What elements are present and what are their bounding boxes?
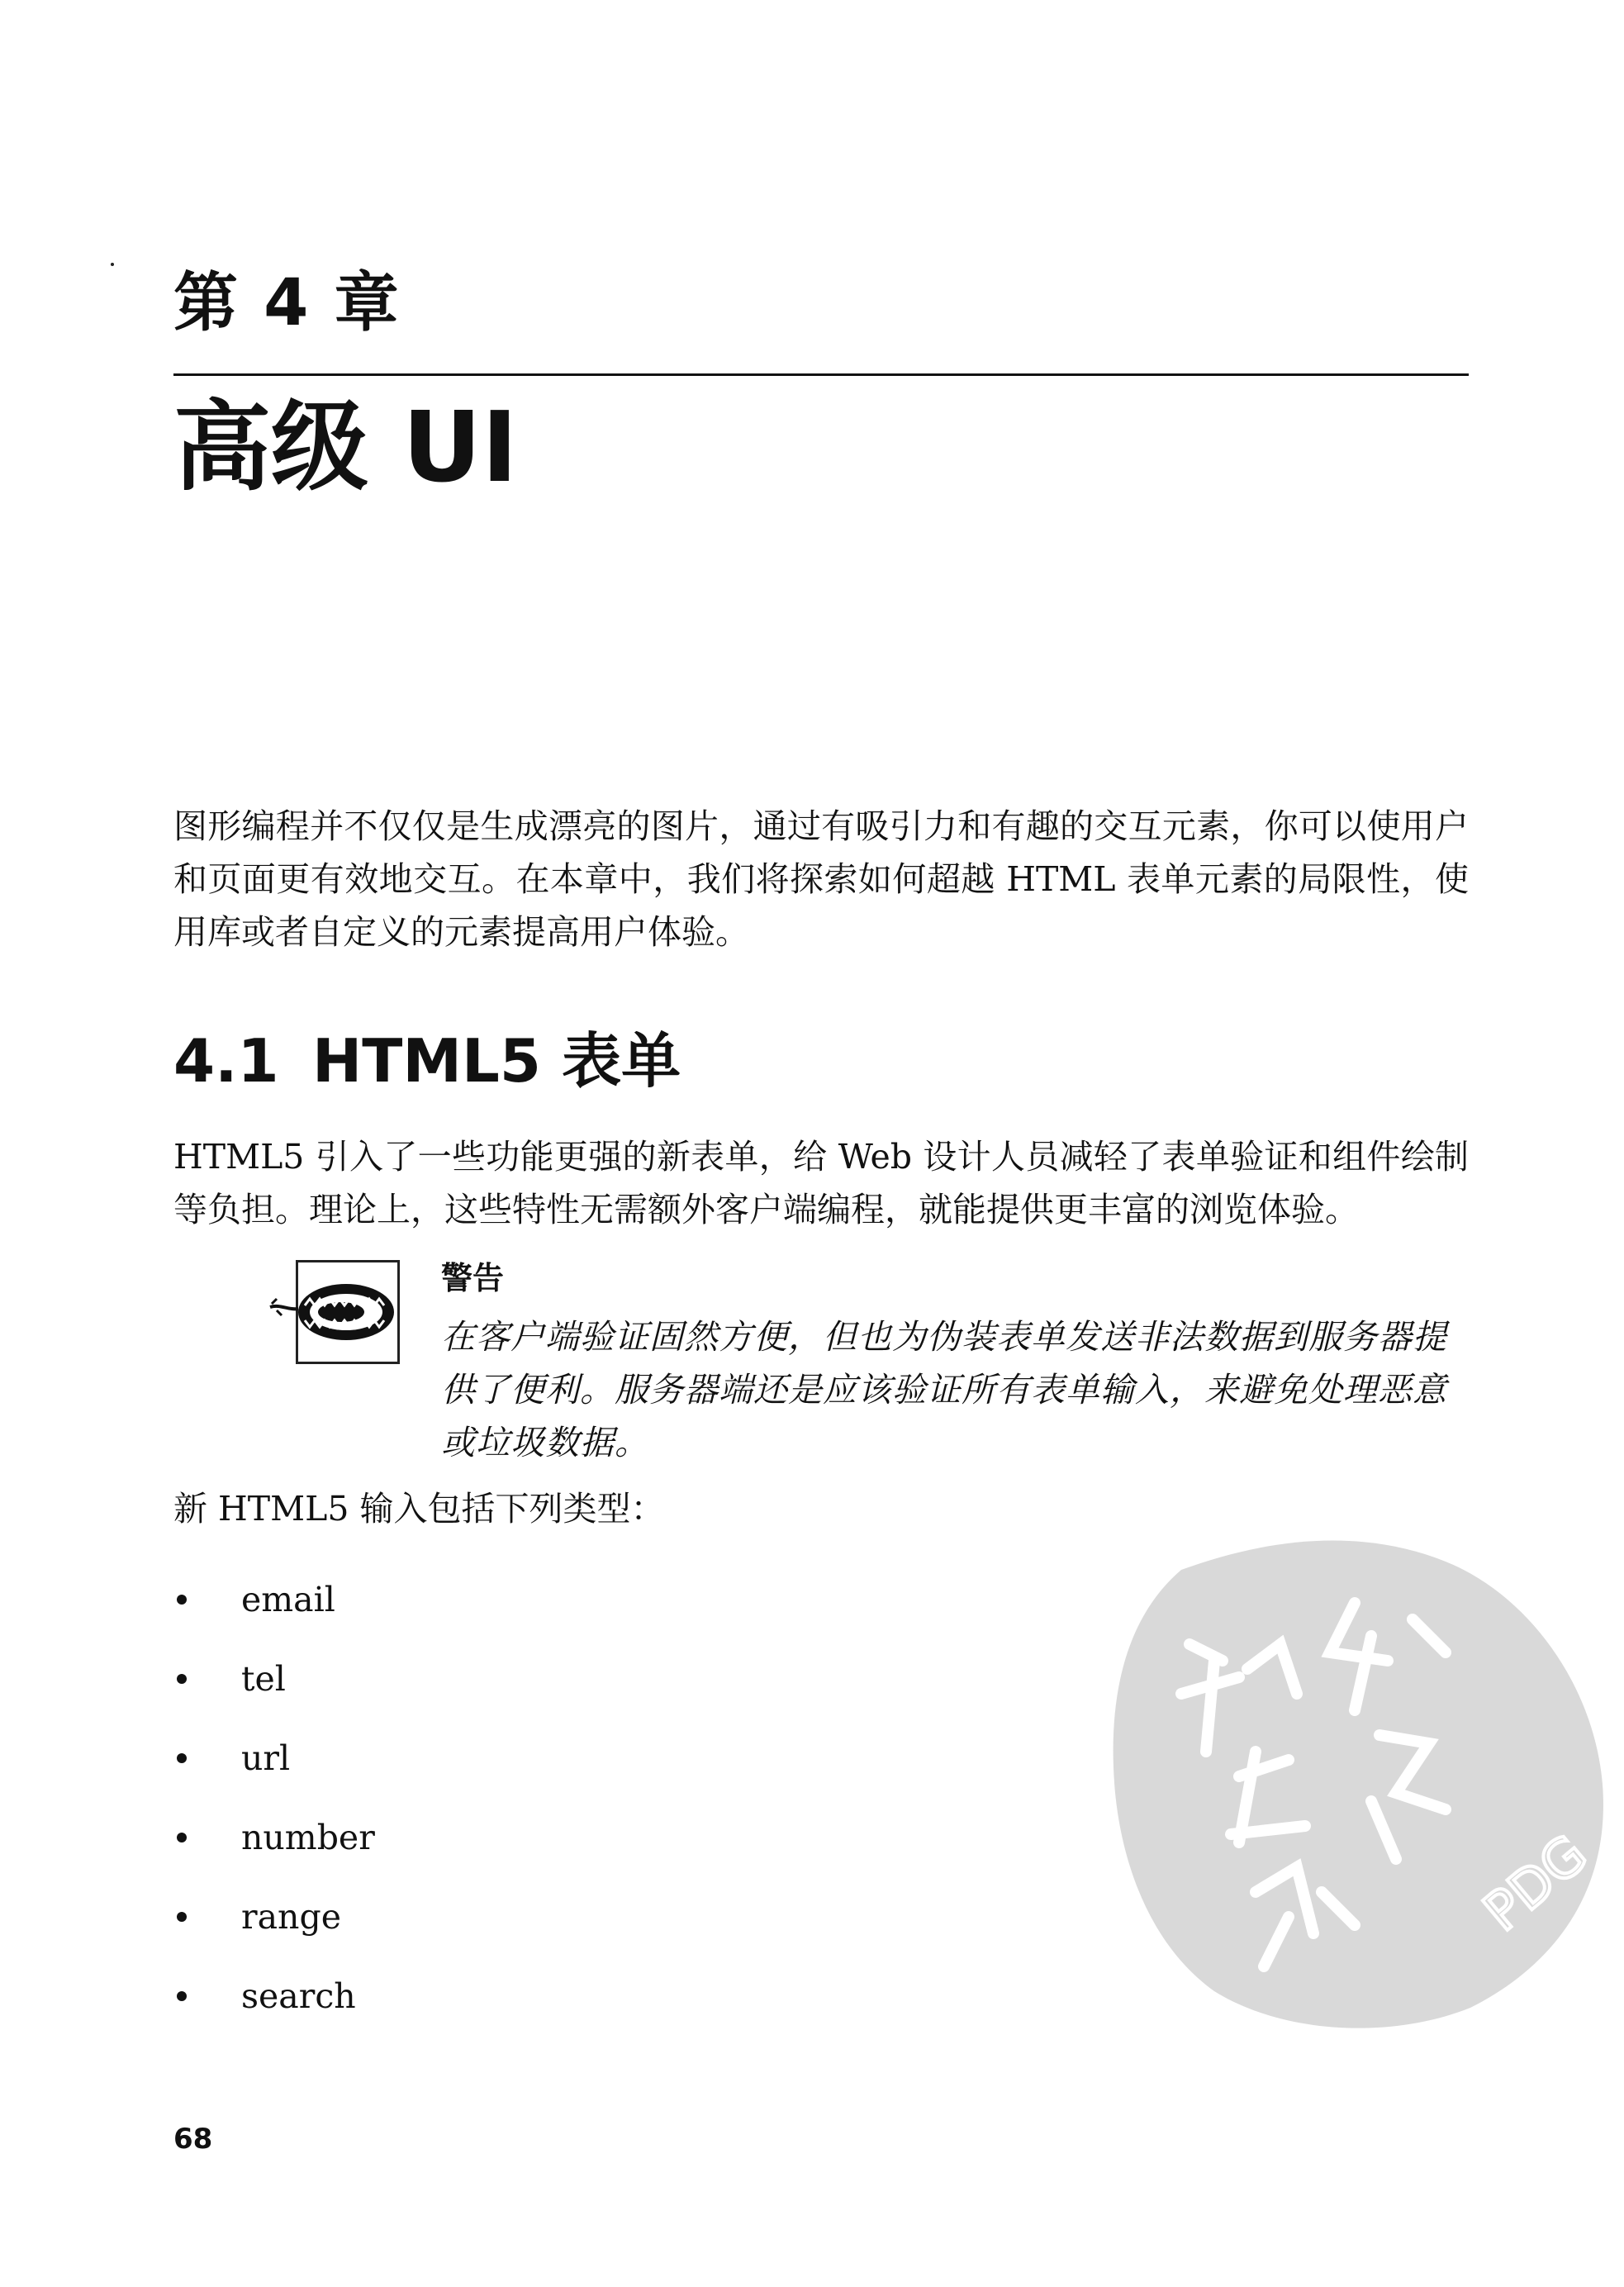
seal-icon	[1090, 1504, 1619, 2049]
bullet-icon	[177, 1833, 187, 1842]
watermark-stamp	[1090, 1504, 1619, 2049]
section-number: 4.1	[173, 1026, 279, 1096]
list-item-label: range	[241, 1897, 341, 1937]
warning-text: 在客户端验证固然方便，但也为伪装表单发送非法数据到服务器提供了便利。服务器端还是应该验证所有表单输入，来避免处理恶意或垃圾数据。	[441, 1317, 1447, 1462]
scan-speck	[111, 263, 114, 266]
list-item-label: url	[241, 1738, 291, 1778]
section-title: HTML5 表单	[312, 1026, 681, 1096]
list-item	[173, 1976, 375, 2056]
list-item-label: number	[241, 1818, 375, 1857]
watermark-text: PDG	[1472, 1823, 1599, 1944]
chapter-title: 高级 UI	[173, 390, 518, 504]
page-number: 68	[173, 2123, 213, 2156]
list-item	[173, 1659, 375, 1738]
list-item-label: email	[241, 1580, 335, 1619]
bullet-icon	[177, 1595, 187, 1605]
chapter-label: 第 4 章	[173, 266, 401, 340]
list-item	[173, 1818, 375, 1897]
seal-shape	[1114, 1541, 1603, 2028]
bullet-icon	[177, 1912, 187, 1922]
section-heading	[173, 1026, 681, 1096]
bullet-icon	[177, 1753, 187, 1763]
list-item-label: search	[241, 1976, 356, 2016]
trap-icon	[265, 1272, 404, 1350]
list-item-label: tel	[241, 1659, 286, 1699]
bullet-icon	[177, 1991, 187, 2001]
warning-icon-box	[296, 1260, 400, 1364]
list-item	[173, 1580, 375, 1659]
section-paragraph: HTML5 引入了一些功能更强的新表单，给 Web 设计人员减轻了表单验证和组件绘制等负担。理论上，这些特性无需额外客户端编程，就能提供更丰富的浏览体验。	[173, 1137, 1469, 1229]
input-type-list	[173, 1580, 375, 2056]
bullet-icon	[177, 1674, 187, 1684]
types-intro: 新 HTML5 输入包括下列类型：	[173, 1489, 665, 1529]
chapter-rule	[173, 373, 1469, 376]
list-item	[173, 1738, 375, 1818]
list-item	[173, 1897, 375, 1976]
warning-heading: 警告	[441, 1260, 505, 1296]
intro-paragraph: 图形编程并不仅仅是生成漂亮的图片，通过有吸引力和有趣的交互元素，你可以使用户和页面更有效地交互。在本章中，我们将探索如何超越 HTML 表单元素的局限性，使用库或者自定义的元素提高用户体验。	[173, 806, 1469, 952]
